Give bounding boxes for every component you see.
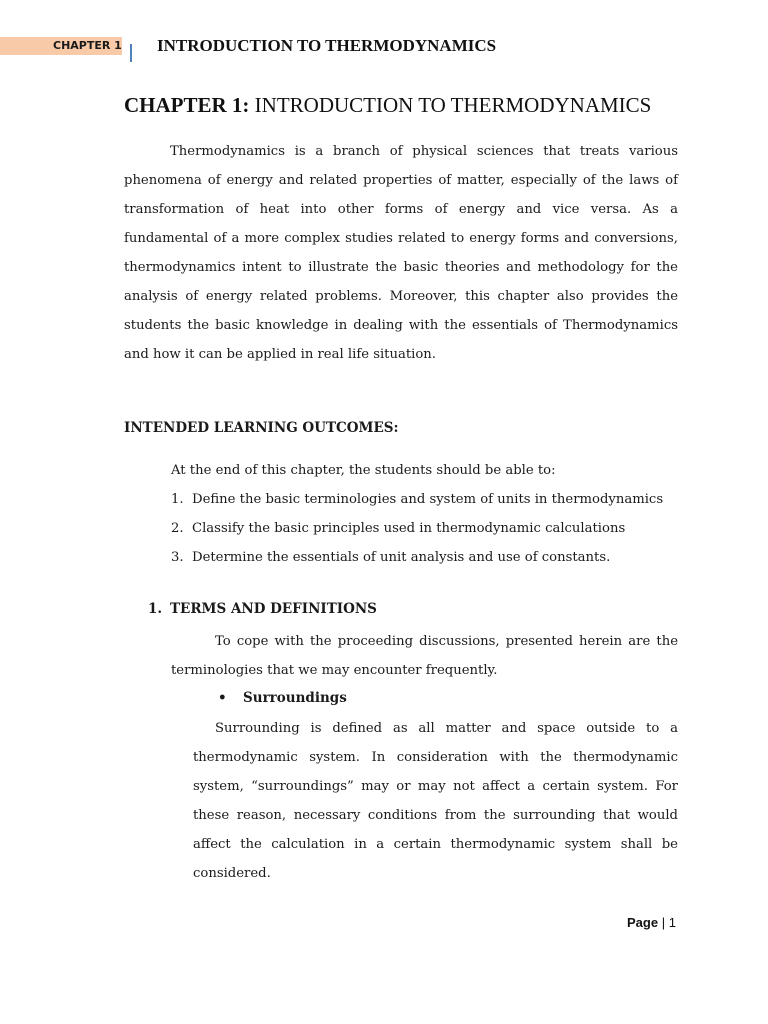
term-title: Surroundings — [243, 690, 347, 706]
term-definition: Surrounding is defined as all matter and space outside to a thermodynamic system. In consideration with the thermodynamic system, “surroundings” may or may not affect a certain system. For these reason, necessary conditions from the surrounding that would affect the calculation in a certain thermodynamic system shall be considered. — [193, 721, 678, 881]
section-heading — [148, 601, 377, 617]
list-number: 1. — [171, 492, 184, 507]
chapter-heading — [124, 93, 684, 118]
term-heading — [218, 690, 347, 706]
list-item — [171, 514, 663, 543]
page-separator: | — [658, 915, 669, 930]
chapter-label: CHAPTER 1: — [124, 93, 250, 117]
bullet-icon: • — [218, 690, 227, 706]
section-number: 1. — [148, 601, 163, 617]
list-text: Classify the basic principles used in thermodynamic calculations — [192, 521, 626, 536]
outcomes-heading: INTENDED LEARNING OUTCOMES: — [124, 420, 399, 436]
list-text: Define the basic terminologies and system of units in thermodynamics — [192, 492, 664, 507]
page-number: 1 — [668, 915, 676, 930]
chapter-tab: CHAPTER 1 — [0, 37, 122, 55]
list-number: 2. — [171, 521, 184, 536]
page-label: Page — [627, 915, 659, 930]
outcomes-lead: At the end of this chapter, the students should be able to: — [171, 463, 556, 478]
list-number: 3. — [171, 550, 184, 565]
running-header-title: INTRODUCTION TO THERMODYNAMICS — [157, 36, 497, 55]
list-item — [171, 543, 663, 572]
list-text: Determine the essentials of unit analysis and use of constants. — [192, 550, 611, 565]
header-divider — [130, 44, 132, 62]
section-intro-paragraph: To cope with the proceeding discussions, presented herein are the terminologies that we may encounter frequently. — [171, 634, 678, 678]
outcomes-list — [171, 485, 663, 572]
list-item — [171, 485, 663, 514]
section-title: TERMS AND DEFINITIONS — [170, 601, 377, 617]
page-footer — [627, 915, 676, 930]
intro-paragraph: Thermodynamics is a branch of physical sciences that treats various phenomena of energy and related properties of matter, especially of the laws of transformation of heat into other forms of energy and vice versa. As a fundamental of a more complex studies related to energy forms and conversions, thermodynamics intent to illustrate the basic theories and methodology for the analysis of energy related problems. Moreover, this chapter also provides the students the basic knowledge in dealing with the essentials of Thermodynamics and how it can be applied in real life situation. — [124, 144, 678, 362]
chapter-title: INTRODUCTION TO THERMODYNAMICS — [249, 93, 652, 117]
